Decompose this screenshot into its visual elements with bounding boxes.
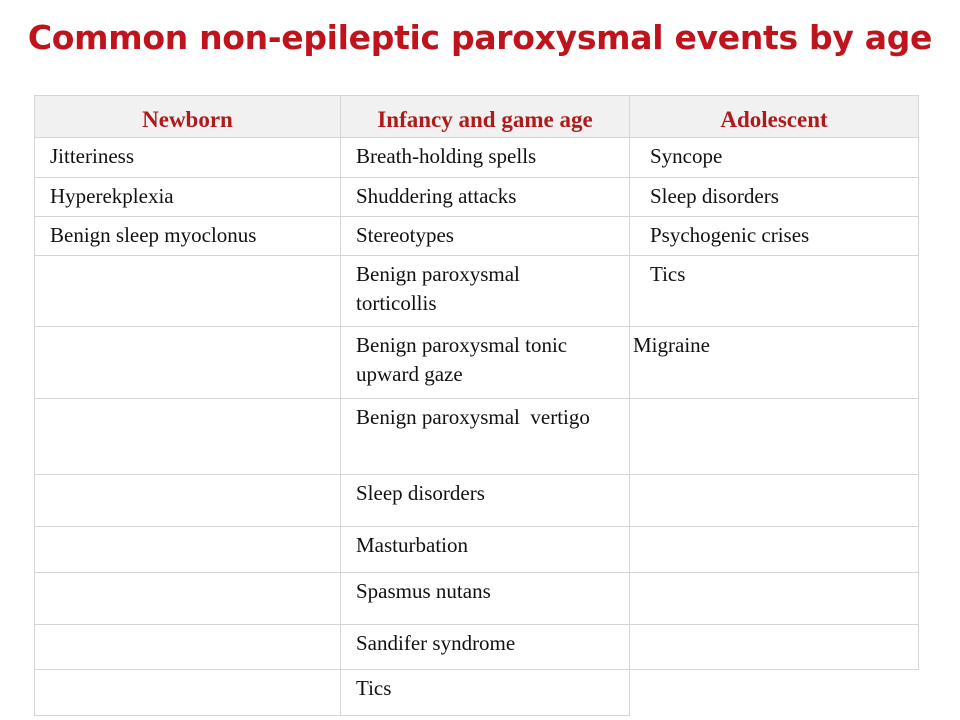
infancy-item: Spasmus nutans — [356, 579, 491, 603]
infancy-cell — [340, 255, 630, 327]
adolescent-cell-empty — [629, 526, 919, 573]
adolescent-item: Psychogenic crises — [650, 223, 810, 247]
adolescent-cell-empty — [629, 572, 919, 625]
newborn-cell-empty — [34, 474, 341, 527]
infancy-item: Breath-holding spells — [356, 144, 537, 168]
header-adolescent-label: Adolescent — [720, 107, 828, 132]
newborn-item: Benign sleep myoclonus — [50, 223, 257, 247]
slide-title: Common non-epileptic paroxysmal events by age — [27, 18, 933, 57]
adolescent-cell-empty — [629, 624, 919, 670]
adolescent-item: Migraine — [633, 333, 710, 357]
newborn-cell-empty — [34, 398, 341, 475]
infancy-cell — [340, 177, 630, 217]
infancy-item: Tics — [356, 676, 392, 700]
infancy-cell — [340, 398, 630, 475]
newborn-item: Hyperekplexia — [50, 184, 174, 208]
infancy-item: Stereotypes — [356, 223, 454, 247]
adolescent-cell — [629, 137, 919, 178]
infancy-item: Masturbation — [356, 533, 468, 557]
adolescent-cell — [629, 326, 919, 399]
infancy-cell — [340, 572, 630, 625]
infancy-item: Benign paroxysmal tonic upward gaze — [356, 333, 568, 386]
header-infancy — [340, 95, 630, 138]
newborn-cell-empty — [34, 669, 341, 716]
infancy-cell — [340, 474, 630, 527]
newborn-cell-empty — [34, 572, 341, 625]
infancy-cell — [340, 669, 630, 716]
header-infancy-label: Infancy and game age — [377, 107, 593, 132]
infancy-cell — [340, 526, 630, 573]
newborn-cell-empty — [34, 624, 341, 670]
infancy-cell — [340, 216, 630, 256]
infancy-item: Sandifer syndrome — [356, 631, 516, 655]
infancy-cell — [340, 326, 630, 399]
header-newborn-label: Newborn — [142, 107, 233, 132]
infancy-item: Benign paroxysmal vertigo — [356, 405, 590, 429]
newborn-cell — [34, 177, 341, 217]
infancy-cell — [340, 137, 630, 178]
adolescent-cell — [629, 255, 919, 327]
newborn-cell — [34, 137, 341, 178]
newborn-item: Jitteriness — [50, 144, 134, 168]
adolescent-cell — [629, 216, 919, 256]
adolescent-cell-empty — [629, 398, 919, 475]
infancy-item: Shuddering attacks — [356, 184, 517, 208]
header-adolescent — [629, 95, 919, 138]
adolescent-cell — [629, 177, 919, 217]
adolescent-cell-empty — [629, 474, 919, 527]
newborn-cell-empty — [34, 326, 341, 399]
adolescent-item: Sleep disorders — [650, 184, 779, 208]
infancy-cell — [340, 624, 630, 670]
newborn-cell — [34, 216, 341, 256]
infancy-item: Benign paroxysmal torticollis — [356, 262, 520, 315]
adolescent-item: Tics — [650, 262, 686, 286]
adolescent-item: Syncope — [650, 144, 723, 168]
header-newborn — [34, 95, 341, 138]
newborn-cell-empty — [34, 526, 341, 573]
newborn-cell-empty — [34, 255, 341, 327]
infancy-item: Sleep disorders — [356, 481, 485, 505]
